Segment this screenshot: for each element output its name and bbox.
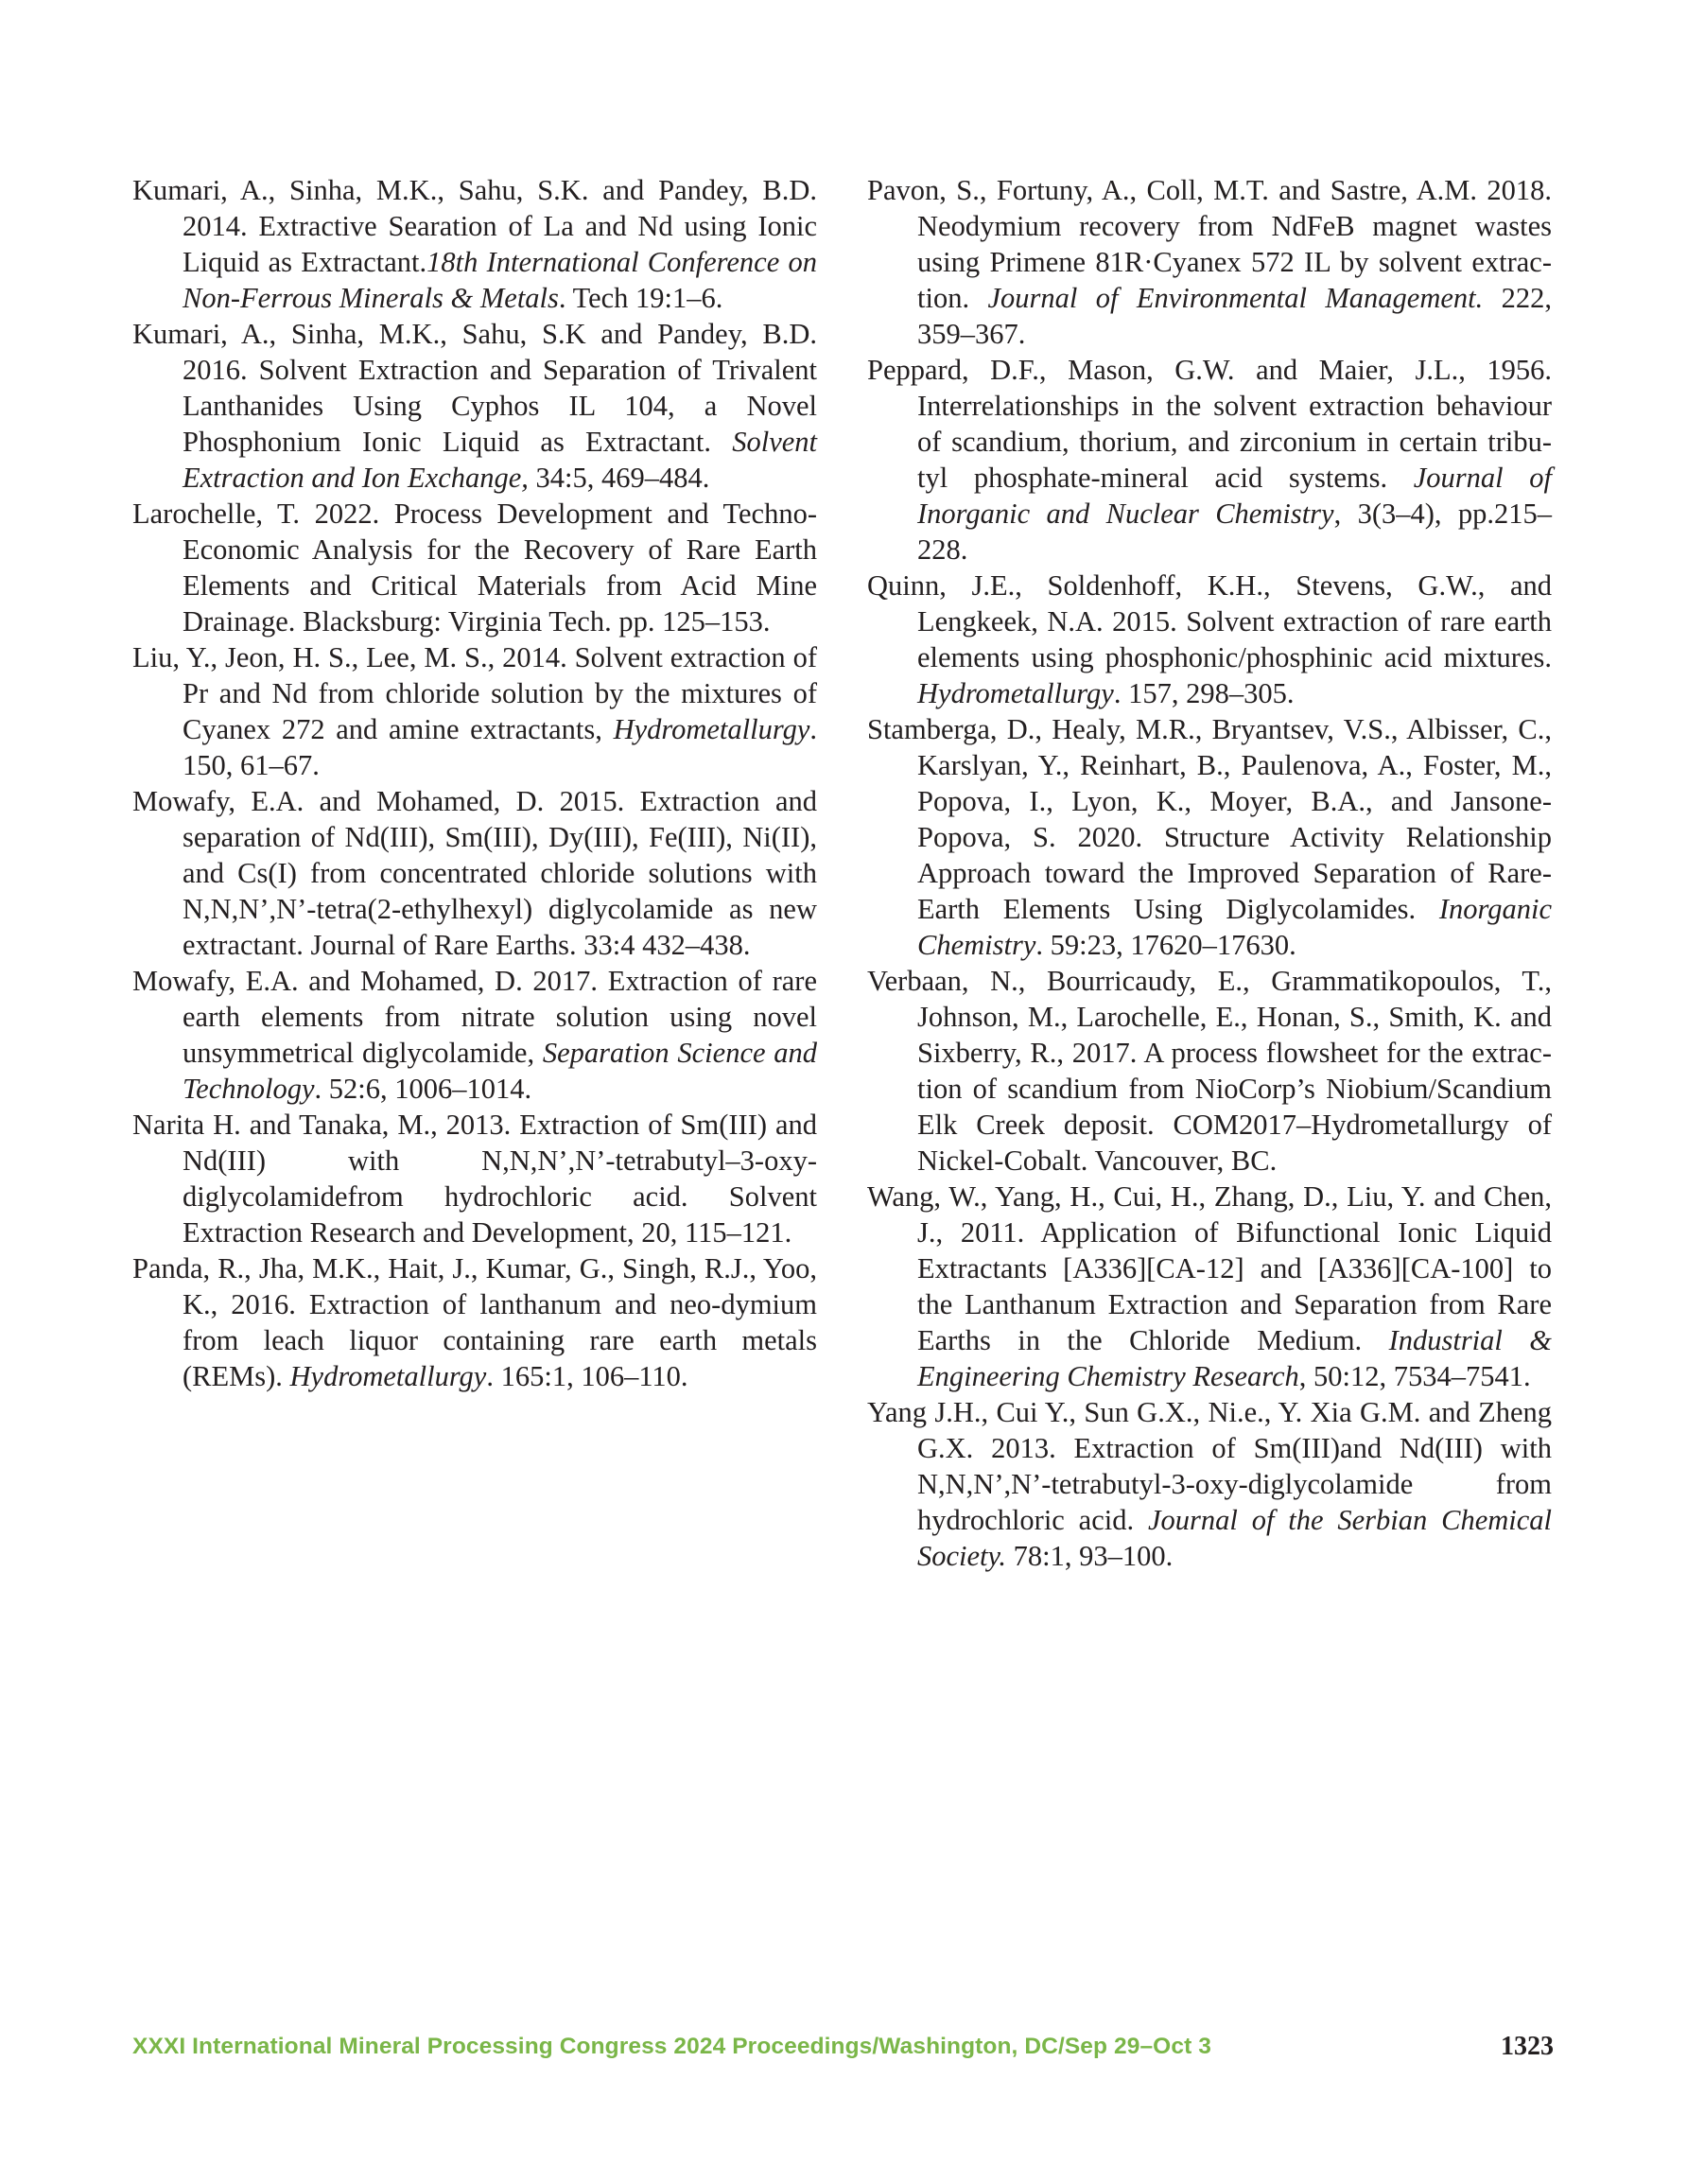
- reference-text: . Tech 19:1–6.: [558, 282, 723, 314]
- reference-text: . 157, 298–305.: [1113, 677, 1295, 709]
- footer-conference-title: XXXI International Mineral Processing Congress 2024 Proceedings/Washington, DC/Sep 29–Oct 3: [132, 2034, 1211, 2059]
- reference-text: Quinn, J.E., Soldenhoff, K.H., Stevens, G.W., and Lengkeek, N.A. 2015. Solvent extraction of rare earth elements using phosphonic/phosphinic acid mixtures.: [867, 569, 1552, 673]
- reference-source-title: Hydrometallurgy: [289, 1360, 487, 1392]
- references-right-column: [867, 172, 1552, 1574]
- reference-text: Panda, R., Jha, M.K., Hait, J., Kumar, G., Singh, R.J., Yoo, K., 2016. Extraction of lanthanum and neo-dymium from leach liquor containing rare earth metals (REMs).: [132, 1252, 817, 1392]
- reference-text: 34:5, 469–484.: [528, 462, 710, 494]
- reference-text: Peppard, D.F., Mason, G.W. and Maier, J.L., 1956. Interrelationships in the solvent extraction behaviour of scandium, thorium, and zirconium in certain tribu-tyl phosphate-mineral acid systems.: [867, 354, 1552, 494]
- page-footer: [132, 2034, 1554, 2071]
- reference-text: , 3(3–4), pp.215–228.: [917, 498, 1552, 566]
- reference-source-title: Solvent Extraction and Ion Exchange,: [183, 426, 817, 494]
- reference-source-title: Journal of Environmental Management.: [987, 282, 1484, 314]
- reference-source-title: 18th International Conference on Non-Ferrous Minerals & Metals: [183, 246, 817, 314]
- reference-text: 222, 359–367.: [917, 282, 1552, 350]
- reference-source-title: Journal of Inorganic and Nuclear Chemistry: [917, 462, 1552, 530]
- reference-entry: [867, 1179, 1552, 1394]
- reference-text: Kumari, A., Sinha, M.K., Sahu, S.K. and Pandey, B.D. 2014. Extractive Searation of La and Nd using Ionic Liquid as Extractant.: [132, 174, 817, 278]
- reference-entry: [867, 568, 1552, 711]
- reference-entry: [867, 711, 1552, 963]
- reference-entry: [867, 1394, 1552, 1574]
- reference-entry: [132, 1250, 817, 1394]
- reference-text: Narita H. and Tanaka, M., 2013. Extraction of Sm(III) and Nd(III) with N,N,N’,N’-tetrabutyl–3-oxy-diglycolamidefrom hydrochloric acid. Solvent Extraction Research and Development, 20, 115–121.: [132, 1109, 817, 1249]
- reference-entry: [132, 963, 817, 1107]
- reference-text: Yang J.H., Cui Y., Sun G.X., Ni.e., Y. Xia G.M. and Zheng G.X. 2013. Extraction of Sm(III)and Nd(III) with N,N,N’,N’-tetrabutyl-3-oxy-diglycolamide from hydrochloric acid.: [867, 1396, 1552, 1536]
- reference-source-title: Hydrometallurgy: [917, 677, 1114, 709]
- reference-entry: [132, 783, 817, 963]
- reference-entry: [867, 172, 1552, 352]
- reference-text: Mowafy, E.A. and Mohamed, D. 2015. Extraction and separation of Nd(III), Sm(III), Dy(III), Fe(III), Ni(II), and Cs(I) from concentrated chloride solutions with N,N,N’,N’-tetra(2-ethylhexyl) diglycolamide as new extractant. Journal of Rare Earths. 33:4 432–438.: [132, 785, 817, 961]
- reference-text: . 52:6, 1006–1014.: [314, 1073, 532, 1105]
- reference-text: Kumari, A., Sinha, M.K., Sahu, S.K and Pandey, B.D. 2016. Solvent Extraction and Separation of Trivalent Lanthanides Using Cyphos IL 104, a Novel Phosphonium Ionic Liquid as Extractant.: [132, 318, 817, 458]
- reference-source-title: Journal of the Serbian Chemical Society.: [917, 1504, 1553, 1572]
- reference-entry: [132, 316, 817, 496]
- reference-source-title: Industrial & Engineering Chemistry Research: [917, 1324, 1552, 1392]
- reference-text: Stamberga, D., Healy, M.R., Bryantsev, V.S., Albisser, C., Karslyan, Y., Reinhart, B., Paulenova, A., Foster, M., Popova, I., Lyon, K., Moyer, B.A., and Jansone-Popova, S. 2020. Structure Activity Relationship Approach toward the Improved Separation of Rare-Earth Elements Using Diglycolamides.: [867, 713, 1552, 925]
- reference-text: . 59:23, 17620–17630.: [1035, 929, 1296, 961]
- reference-entry: [867, 963, 1552, 1179]
- reference-entry: [132, 639, 817, 783]
- reference-text: Pavon, S., Fortuny, A., Coll, M.T. and Sastre, A.M. 2018. Neodymium recovery from NdFeB magnet wastes using Primene 81R·Cyanex 572 IL by solvent extrac-tion.: [867, 174, 1552, 314]
- reference-text: . 165:1, 106–110.: [486, 1360, 688, 1392]
- reference-source-title: Separation Science and Technology: [183, 1037, 817, 1105]
- reference-text: Wang, W., Yang, H., Cui, H., Zhang, D., Liu, Y. and Chen, J., 2011. Application of Bifunctional Ionic Liquid Extractants [A336][CA-12] and [A336][CA-100] to the Lanthanum Extraction and Separation from Rare Earths in the Chloride Medium.: [867, 1180, 1552, 1356]
- reference-text: , 50:12, 7534–7541.: [1298, 1360, 1531, 1392]
- reference-text: 78:1, 93–100.: [1006, 1540, 1174, 1572]
- reference-entry: [867, 352, 1552, 568]
- reference-text: . 150, 61–67.: [183, 713, 817, 781]
- reference-entry: [132, 172, 817, 316]
- page-number: 1323: [1501, 2032, 1554, 2061]
- references-left-column: [132, 172, 817, 1394]
- reference-text: Verbaan, N., Bourricaudy, E., Grammatikopoulos, T., Johnson, M., Larochelle, E., Honan, S., Smith, K. and Sixberry, R., 2017. A process flowsheet for the extrac-tion of scandium from NioCorp’s Niobium/Scandium Elk Creek deposit. COM2017–Hydrometallurgy of Nickel-Cobalt. Vancouver, BC.: [867, 965, 1552, 1177]
- reference-text: Liu, Y., Jeon, H. S., Lee, M. S., 2014. Solvent extraction of Pr and Nd from chloride solution by the mixtures of Cyanex 272 and amine extractants,: [132, 641, 817, 745]
- reference-source-title: Hydrometallurgy: [613, 713, 810, 745]
- reference-text: Mowafy, E.A. and Mohamed, D. 2017. Extraction of rare earth elements from nitrate solution using novel unsymmetrical diglycolamide,: [132, 965, 817, 1069]
- reference-entry: [132, 1107, 817, 1250]
- reference-source-title: Inorganic Chemistry: [917, 893, 1552, 961]
- reference-entry: [132, 496, 817, 639]
- reference-text: Larochelle, T. 2022. Process Development and Techno-Economic Analysis for the Recovery of Rare Earth Elements and Critical Materials from Acid Mine Drainage. Blacksburg: Virginia Tech. pp. 125–153.: [132, 498, 817, 638]
